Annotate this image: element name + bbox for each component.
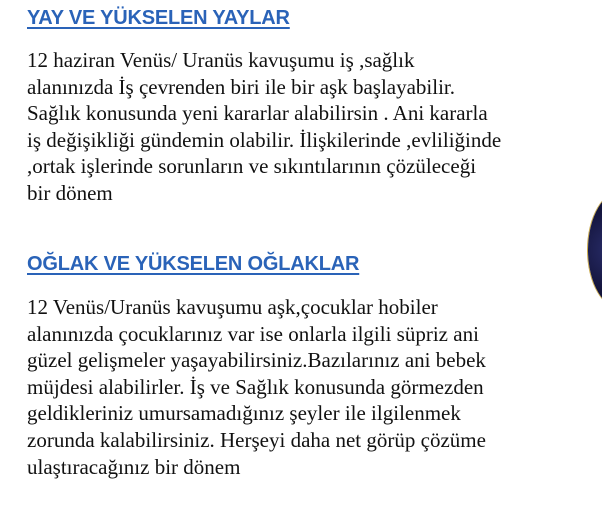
paragraph-line: zorunda kalabilirsiniz. Herşeyi daha net görüp çözüme [27,427,486,452]
paragraph-line: 12 Venüs/Uranüs kavuşumu aşk,çocuklar hobiler [27,295,438,319]
paragraph-line: Sağlık konusunda yeni kararlar alabilirsin . Ani kararla [27,101,488,126]
paragraph-line: müjdesi alabilirler. İş ve Sağlık konusunda görmezden [27,374,484,399]
section-heading-oglak: OĞLAK VE YÜKSELEN OĞLAKLAR [27,253,360,275]
paragraph-line: iş değişikliği gündemin olabilir. İlişkilerinde ,evliliğinde [27,127,502,152]
section-heading-yay: YAY VE YÜKSELEN YAYLAR [27,7,290,29]
paragraph-line: alanınızda çocuklarınız var ise onlarla ilgili süpriz ani [27,321,479,346]
section-paragraph-oglak [27,294,597,480]
paragraph-line: geldikleriniz umursamadığınız şeyler ile ilgilenmek [27,401,461,426]
paragraph-line: alanınızda İş çevrenden biri ile bir aşk başlayabilir. [27,74,456,99]
paragraph-line: güzel gelişmeler yaşayabilirsiniz.Bazılarınız ani bebek [27,348,486,373]
paragraph-line: 12 haziran Venüs/ Uranüs kavuşumu iş ,sağlık [27,48,415,72]
paragraph-line: bir dönem [27,180,113,205]
section-paragraph-yay [27,47,597,207]
paragraph-line: ,ortak işlerinde sorunların ve sıkıntılarının çözüleceği [27,154,477,179]
paragraph-line: ulaştıracağınız bir dönem [27,454,241,479]
decorative-circle-graphic [588,190,602,310]
